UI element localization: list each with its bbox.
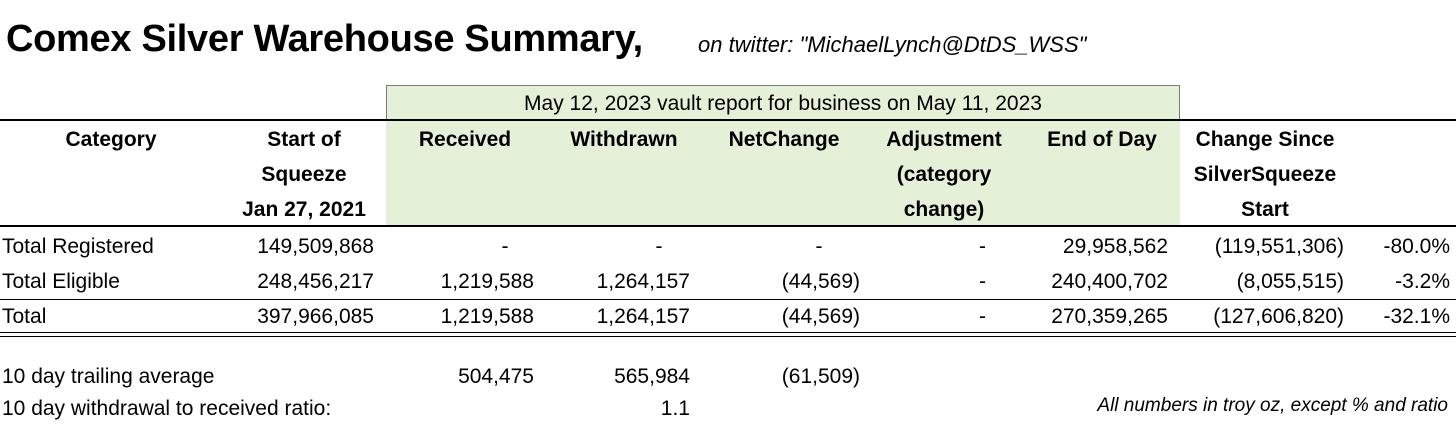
row-withdrawn: 1,264,157 xyxy=(596,305,690,328)
ratio-value: 1.1 xyxy=(660,397,690,420)
row-withdrawn: - xyxy=(655,235,663,258)
row-received: 1,219,588 xyxy=(440,305,534,328)
trailing-netchange: (61,509) xyxy=(781,365,860,388)
total-bottom-rule-1 xyxy=(0,332,1456,333)
header-received: Received xyxy=(418,128,512,151)
ratio-label: 10 day withdrawal to received ratio: xyxy=(2,397,332,420)
header-category: Category xyxy=(65,128,157,151)
row-netchange: - xyxy=(815,235,823,258)
header-end-of-day: End of Day xyxy=(1047,128,1157,151)
header-adjustment: Adjustment (category change) xyxy=(886,128,1002,221)
header-change-since: Change Since SilverSqueeze Start xyxy=(1193,128,1337,221)
page-subtitle: on twitter: "MichaelLynch@DtDS_WSS" xyxy=(698,32,1087,57)
row-change: (8,055,515) xyxy=(1236,270,1344,293)
total-bottom-rule-2 xyxy=(0,336,1456,337)
row-category: Total xyxy=(2,305,47,328)
row-start: 248,456,217 xyxy=(257,270,374,293)
row-category: Total Eligible xyxy=(2,270,120,293)
row-withdrawn: 1,264,157 xyxy=(596,270,690,293)
row-received: 1,219,588 xyxy=(440,270,534,293)
row-netchange: (44,569) xyxy=(781,270,860,293)
header-withdrawn: Withdrawn xyxy=(570,128,678,151)
row-adjustment: - xyxy=(979,270,986,293)
row-category: Total Registered xyxy=(2,235,154,258)
header-start-of-squeeze: Start of Squeeze Jan 27, 2021 xyxy=(242,128,366,221)
row-adjustment: - xyxy=(979,305,986,328)
row-received: - xyxy=(501,235,509,258)
row-netchange: (44,569) xyxy=(781,305,860,328)
header-netchange: NetChange xyxy=(728,128,840,151)
row-pct: -3.2% xyxy=(1395,270,1450,293)
trailing-label: 10 day trailing average xyxy=(2,365,215,388)
row-end-of-day: 29,958,562 xyxy=(1062,235,1168,258)
page-title: Comex Silver Warehouse Summary, xyxy=(6,18,643,60)
row-end-of-day: 270,359,265 xyxy=(1051,305,1168,328)
trailing-received: 504,475 xyxy=(458,365,534,388)
row-change: (119,551,306) xyxy=(1214,235,1344,258)
report-banner-text: May 12, 2023 vault report for business on May 11, 2023 xyxy=(524,92,1042,115)
row-change: (127,606,820) xyxy=(1213,305,1344,328)
row-adjustment: - xyxy=(979,235,986,258)
row-end-of-day: 240,400,702 xyxy=(1051,270,1168,293)
row-pct: -80.0% xyxy=(1383,235,1450,258)
row-pct: -32.1% xyxy=(1383,305,1450,328)
units-footnote: All numbers in troy oz, except % and ratio xyxy=(1097,395,1448,416)
eligible-bottom-rule xyxy=(0,299,1456,300)
trailing-withdrawn: 565,984 xyxy=(614,365,690,388)
row-start: 149,509,868 xyxy=(257,235,374,258)
row-start: 397,966,085 xyxy=(257,305,374,328)
header-top-rule xyxy=(0,119,1456,121)
